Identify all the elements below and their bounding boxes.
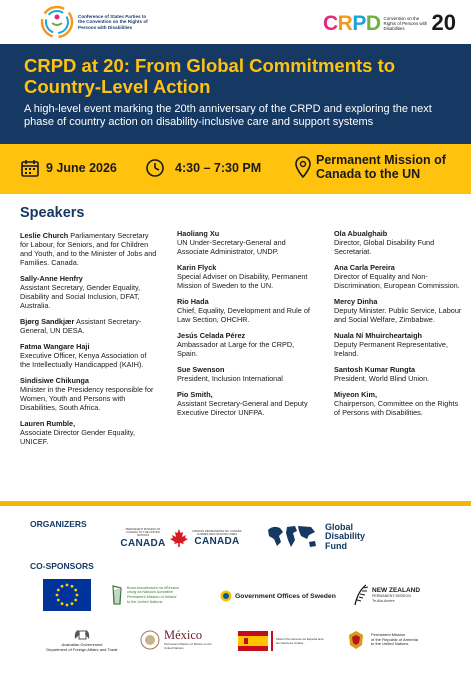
speaker-item: Nuala Ní Mhuircheartaigh Deputy Permanent Representative, Ireland.	[334, 331, 448, 358]
crpd-subtitle: Convention on the Rights of Persons with Disabilities	[383, 15, 428, 31]
speaker-item: Miyeon Kim, Chairperson, Committee on the Rights of Persons with Disabilities.	[334, 390, 459, 417]
calendar-icon	[20, 158, 40, 178]
event-date	[20, 158, 117, 178]
speaker-item: Jesús Celada Pérez Ambassador at Large for the CRPD, Spain.	[177, 331, 295, 358]
clock-icon	[145, 158, 165, 178]
event-subtitle: A high-level event marking the 20th anniversary of the CRPD and exploring the next phase of country action on disability-inclusive care and support systems	[24, 103, 432, 128]
speaker-item: Mercy Dinha Deputy Minister. Public Service, Labour and Social Welfare, Zimbabwe.	[334, 297, 462, 324]
event-info-bar	[0, 144, 471, 194]
speaker-item: Karin Flyck Special Adviser on Disability, Permanent Mission of Sweden to the UN.	[177, 263, 308, 290]
eu-flag-icon	[43, 579, 91, 611]
speaker-item: Santosh Kumar Rungta President, World Blind Union.	[334, 365, 430, 383]
global-disability-fund-logo: Global Disability Fund	[265, 522, 365, 552]
event-venue	[295, 153, 446, 181]
organizers-heading: ORGANIZERS	[30, 519, 87, 529]
new-zealand-mission-logo: NEW ZEALAND PERMANENT MISSION Te Aka Aorere	[352, 583, 420, 607]
spain-flag-icon	[238, 631, 268, 651]
speaker-item: Haoliang Xu UN Under-Secretary-General and Associate Administrator, UNDP.	[177, 229, 286, 256]
conference-logo-text: Conference of States Parties to the Convention on the Rights of Persons with Disabilities	[78, 14, 148, 30]
event-title: CRPD at 20: From Global Commitments to Country-Level Action	[24, 55, 396, 97]
conference-logo	[40, 5, 148, 39]
speaker-item: Leslie Church Parliamentary Secretary for Labour, for Seniors, and for Children and Youth, and to the Minister of Jobs and Families. Canada.	[20, 231, 157, 267]
australia-dfat-logo: Australian Government Department of Foreign Affairs and Trade	[44, 627, 120, 652]
crpd-20-logo	[323, 10, 456, 36]
event-time-text: 4:30 – 7:30 PM	[175, 161, 262, 175]
speaker-item: Lauren Rumble, Associate Director Gender Equality, UNICEF.	[20, 419, 136, 446]
speaker-item: Sindisiwe Chikunga Minister in the Presidency responsible for Women, Youth and Persons with Disabilities, South Africa.	[20, 376, 154, 412]
speaker-item: Pio Smith, Assistant Secretary-General and Deputy Executive Director UNFPA.	[177, 390, 308, 417]
speaker-item: Rio Hada Chief, Equality, Development and Rule of Law Section, OHCHR.	[177, 297, 310, 324]
armenia-mission-logo: Permanent Mission of the Republic of Armenia to the United Nations	[345, 629, 418, 651]
cosponsors-heading: CO-SPONSORS	[30, 561, 94, 571]
sweden-government-logo: Government Offices of Sweden	[220, 589, 336, 603]
speaker-item: Fatma Wangare Haji Executive Officer, Kenya Association of the Intellectually Handicapped (KAIH).	[20, 342, 147, 369]
location-pin-icon	[295, 156, 311, 178]
speaker-item: Sue Swenson President, Inclusion International	[177, 365, 283, 383]
conference-emblem-icon	[40, 5, 74, 39]
canada-mission-logo: PERMANENT MISSION OF CANADA TO THE UNITED NATIONS CANADA MISSION PERMANENTE DU CANADA AUPRÈS DES NATIONS UNIES CANADA	[120, 527, 242, 549]
harp-icon	[111, 584, 123, 606]
ireland-mission-logo: Buan-toscaireacht na hÉireann chuig na Náisiúin Aontaithe Permanent Mission of Ireland to the United Nations	[111, 584, 179, 606]
fern-icon	[352, 583, 370, 607]
armenia-coat-of-arms-icon	[345, 629, 367, 651]
top-logo-strip	[0, 0, 471, 44]
world-map-icon	[265, 522, 319, 552]
section-divider	[0, 501, 471, 506]
crpd-wordmark: CRPD	[323, 11, 381, 35]
australia-coat-of-arms-icon	[71, 627, 93, 643]
speakers-column-2	[177, 229, 315, 424]
spain-mission-logo: Misión Permanente de España ante las Naciones Unidas	[238, 631, 326, 651]
speakers-column-1	[20, 231, 158, 453]
speaker-item: Sally-Anne Henfry Assistant Secretary, Gender Equality, Disability and Social Inclusion, DFAT, Australia.	[20, 274, 141, 310]
event-date-text: 9 June 2026	[46, 161, 117, 175]
crpd-number: 20	[431, 10, 457, 35]
mexico-seal-icon	[140, 630, 160, 650]
speaker-item: Ana Carla Pereira Director of Equality and Non-Discrimination, European Commission.	[334, 263, 460, 290]
sweden-crown-icon	[220, 589, 232, 603]
title-banner	[0, 44, 471, 144]
mexico-mission-logo: México Permanent Mission of Mexico to the United Nations	[140, 629, 219, 650]
speaker-item: Bjørg Sandkjær Assistant Secretary-General, UN DESA.	[20, 317, 142, 335]
event-venue-text: Permanent Mission of Canada to the UN	[316, 153, 446, 181]
event-time	[145, 158, 261, 178]
speaker-item: Ola Abualghaib Director, Global Disability Fund Secretariat.	[334, 229, 435, 256]
speakers-column-3	[334, 229, 464, 424]
maple-leaf-icon	[169, 528, 189, 548]
speakers-heading: Speakers	[20, 205, 85, 221]
